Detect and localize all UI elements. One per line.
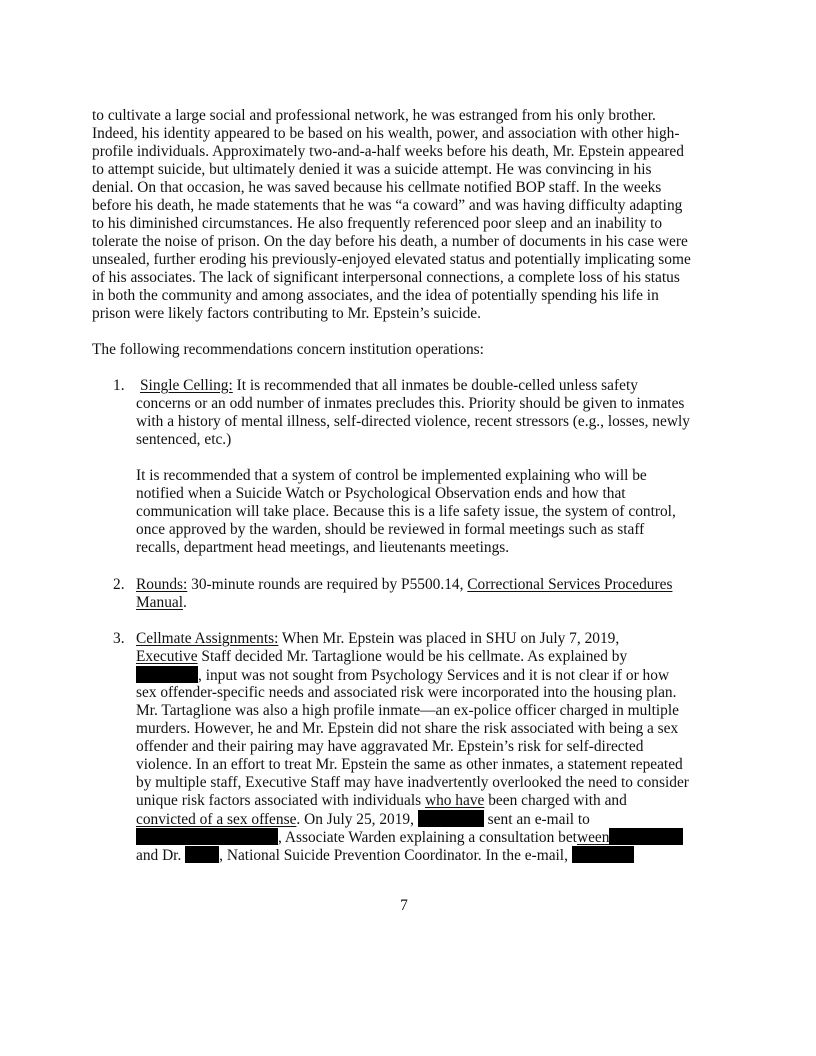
text-line: profile individuals. Approximately two-and-a-half weeks before his death, Mr. Epstein appeared xyxy=(92,143,684,160)
text-line xyxy=(136,792,627,809)
text-segment: Executive xyxy=(136,648,198,665)
manual-title-continued: Manual xyxy=(136,594,184,611)
text-segment: , National Suicide Prevention Coordinator. In the e-mail, xyxy=(219,847,572,864)
text-segment: , Associate Warden explaining a consultation bet xyxy=(278,829,577,846)
list-number: 3. xyxy=(113,630,125,647)
list-number: 2. xyxy=(113,576,125,593)
page-number: 7 xyxy=(400,897,408,914)
text-line xyxy=(136,810,590,828)
text-segment: unique risk factors associated with individuals xyxy=(136,792,425,809)
text-line xyxy=(136,666,669,684)
recommendations-intro: The following recommendations concern institution operations: xyxy=(92,341,484,358)
text-segment: . On July 25, 2019, xyxy=(296,811,418,828)
text-segment: 30-minute rounds are required by P5500.14, xyxy=(187,576,468,593)
text-line: offender and their pairing may have aggravated Mr. Epstein’s risk for self-directed xyxy=(136,738,644,755)
redaction-box xyxy=(136,666,198,683)
redaction-box xyxy=(136,828,278,845)
text-line: in both the community and among associates, and the idea of potentially spending his life in xyxy=(92,287,659,304)
list-number: 1. xyxy=(113,377,125,394)
text-line: recalls, department head meetings, and lieutenants meetings. xyxy=(136,539,510,556)
text-line: by multiple staff, Executive Staff may have inadvertently overlooked the need to consider xyxy=(136,774,689,791)
text-segment: , input was not sought from Psychology Services and it is not clear if or how xyxy=(198,667,670,684)
text-line: to attempt suicide, but ultimately denied it was a suicide attempt. He was convincing in his xyxy=(92,161,652,178)
redaction-box xyxy=(418,810,484,827)
text-segment: convicted of a sex offense xyxy=(136,811,297,828)
text-line xyxy=(136,630,619,647)
text-line xyxy=(136,828,683,846)
text-segment: and Dr. xyxy=(136,847,186,864)
text-line: to his diminished circumstances. He also frequently referenced poor sleep and an inability to xyxy=(92,215,663,232)
manual-title: Correctional Services Procedures xyxy=(467,576,673,593)
text-segment: . xyxy=(183,594,187,611)
text-line: denial. On that occasion, he was saved because his cellmate notified BOP staff. In the weeks xyxy=(92,179,662,196)
text-line: once approved by the warden, should be reviewed in formal meetings such as staff xyxy=(136,521,645,538)
text-line: sex offender-specific needs and associated risk were incorporated into the housing plan. xyxy=(136,684,677,701)
text-segment: When Mr. Epstein was placed in SHU on July 7, 2019, xyxy=(278,630,620,647)
text-line: sentenced, etc.) xyxy=(136,431,232,448)
text-line: before his death, he made statements that he was “a coward” and was having difficulty adapting xyxy=(92,197,683,214)
text-segment: Staff decided Mr. Tartaglione would be his cellmate. As explained by xyxy=(197,648,628,665)
text-line: murders. However, he and Mr. Epstein did not share the risk associated with being a sex xyxy=(136,720,679,737)
text-line: prison were likely factors contributing to Mr. Epstein’s suicide. xyxy=(92,305,481,322)
text-line: violence. In an effort to treat Mr. Epstein the same as other inmates, a statement repeated xyxy=(136,756,683,773)
text-segment: sent an e-mail to xyxy=(483,811,590,828)
text-segment: ween xyxy=(576,829,610,846)
text-line: concerns or an odd number of inmates precludes this. Priority should be given to inmates xyxy=(136,395,685,412)
text-segment: been charged with and xyxy=(484,792,627,809)
text-line xyxy=(140,377,638,394)
text-line: to cultivate a large social and professional network, he was estranged from his only brother. xyxy=(92,107,656,124)
text-segment: It is recommended that all inmates be double-celled unless safety xyxy=(232,377,638,394)
text-line: tolerate the noise of prison. On the day before his death, a number of documents in his case were xyxy=(92,233,688,250)
redaction-box xyxy=(185,846,219,863)
text-segment: who have xyxy=(424,792,485,809)
text-line: of his associates. The lack of significant interpersonal connections, a complete loss of his status xyxy=(92,269,680,286)
text-line xyxy=(136,846,634,864)
text-line: unsealed, further eroding his previously-enjoyed elevated status and potentially implicating some xyxy=(92,251,691,268)
redaction-box xyxy=(609,828,683,845)
recommendation-heading: Rounds: xyxy=(136,576,188,593)
text-line: It is recommended that a system of control be implemented explaining who will be xyxy=(136,467,647,484)
text-line: Indeed, his identity appeared to be based on his wealth, power, and association with other high- xyxy=(92,125,680,142)
text-line: Mr. Tartaglione was also a high profile inmate—an ex-police officer charged in multiple xyxy=(136,702,679,719)
text-line xyxy=(136,594,187,611)
text-line: notified when a Suicide Watch or Psychological Observation ends and how that xyxy=(136,485,626,502)
redaction-box xyxy=(572,846,634,863)
text-line xyxy=(136,576,672,593)
recommendation-heading: Cellmate Assignments: xyxy=(136,630,279,647)
text-line xyxy=(136,648,627,665)
text-line: with a history of mental illness, self-directed violence, recent stressors (e.g., losses, newly xyxy=(136,413,690,430)
text-line: communication will take place. Because this is a life safety issue, the system of control, xyxy=(136,503,676,520)
recommendation-heading: Single Celling: xyxy=(140,377,233,394)
